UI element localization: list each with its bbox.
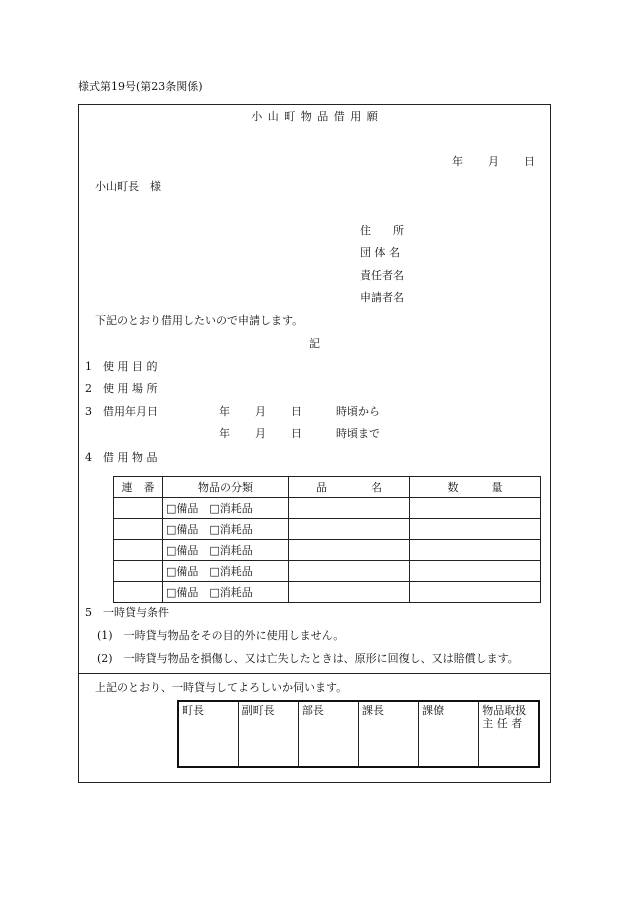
divider [78, 673, 551, 674]
cell-item-name[interactable] [289, 561, 410, 582]
date-day: 日 [524, 155, 535, 168]
label-applicant: 申請者名 [360, 291, 404, 304]
start-year: 年 [219, 405, 230, 418]
cell-serial[interactable] [114, 519, 163, 540]
header-item-name: 品 名 [289, 477, 410, 498]
cell-quantity[interactable] [410, 498, 541, 519]
cell-quantity[interactable] [410, 519, 541, 540]
header-quantity: 数 量 [410, 477, 541, 498]
section-items: 4 借 用 物 品 [85, 451, 158, 464]
header-serial: 連 番 [114, 477, 163, 498]
cell-serial[interactable] [114, 561, 163, 582]
date-year: 年 [452, 155, 463, 168]
label-address: 住 所 [360, 224, 404, 237]
end-year: 年 [219, 427, 230, 440]
table-row [114, 561, 541, 582]
date-month: 月 [488, 155, 499, 168]
start-day: 日 [291, 405, 302, 418]
cell-quantity[interactable] [410, 561, 541, 582]
addressee: 小山町長 様 [95, 180, 161, 193]
approval-stamp-table [177, 700, 540, 768]
cell-serial[interactable] [114, 582, 163, 603]
table-row [114, 540, 541, 561]
condition-2: (2) 一時貸与物品を損傷し、又は亡失したときは、原形に回復し、又は賠償します。 [97, 652, 519, 665]
section-conditions: 5 一時貸与条件 [85, 606, 169, 619]
cell-classification[interactable]: □備品 □消耗品 [163, 561, 289, 582]
approval-text: 上記のとおり、一時貸与してよろしいか伺います。 [95, 681, 348, 694]
end-time: 時頃まで [336, 427, 380, 440]
cell-quantity[interactable] [410, 540, 541, 561]
condition-1: (1) 一時貸与物品をその目的外に使用しません。 [97, 629, 345, 642]
stamp-staff[interactable]: 課僚 [419, 701, 479, 767]
label-responsible: 責任者名 [360, 269, 404, 282]
stamp-section-chief[interactable]: 課長 [358, 701, 418, 767]
cell-item-name[interactable] [289, 519, 410, 540]
header-classification: 物品の分類 [163, 477, 289, 498]
stamp-row [178, 701, 539, 767]
cell-quantity[interactable] [410, 582, 541, 603]
table-row [114, 519, 541, 540]
start-time: 時頃から [336, 405, 380, 418]
cell-serial[interactable] [114, 498, 163, 519]
cell-classification[interactable]: □備品 □消耗品 [163, 519, 289, 540]
cell-item-name[interactable] [289, 582, 410, 603]
cell-classification[interactable]: □備品 □消耗品 [163, 540, 289, 561]
form-number: 様式第19号(第23条関係) [78, 80, 203, 93]
label-group-name: 団 体 名 [360, 246, 400, 259]
ki-heading: 記 [309, 337, 320, 350]
cell-classification[interactable]: □備品 □消耗品 [163, 498, 289, 519]
form-title: 小 山 町 物 品 借 用 願 [251, 110, 379, 123]
intro-text: 下記のとおり借用したいので申請します。 [95, 314, 304, 327]
stamp-property-manager[interactable]: 物品取扱 主 任 者 [479, 701, 539, 767]
items-table [113, 476, 541, 603]
table-row [114, 498, 541, 519]
section-purpose: 1 使 用 目 的 [85, 360, 158, 373]
cell-item-name[interactable] [289, 498, 410, 519]
items-header-row [114, 477, 541, 498]
section-place: 2 使 用 場 所 [85, 382, 158, 395]
end-day: 日 [291, 427, 302, 440]
stamp-deputy-mayor[interactable]: 副町長 [238, 701, 298, 767]
cell-serial[interactable] [114, 540, 163, 561]
table-row [114, 582, 541, 603]
cell-item-name[interactable] [289, 540, 410, 561]
section-date: 3 借用年月日 [85, 405, 158, 418]
stamp-mayor[interactable]: 町長 [178, 701, 238, 767]
end-month: 月 [255, 427, 266, 440]
start-month: 月 [255, 405, 266, 418]
stamp-department-head[interactable]: 部長 [298, 701, 358, 767]
cell-classification[interactable]: □備品 □消耗品 [163, 582, 289, 603]
